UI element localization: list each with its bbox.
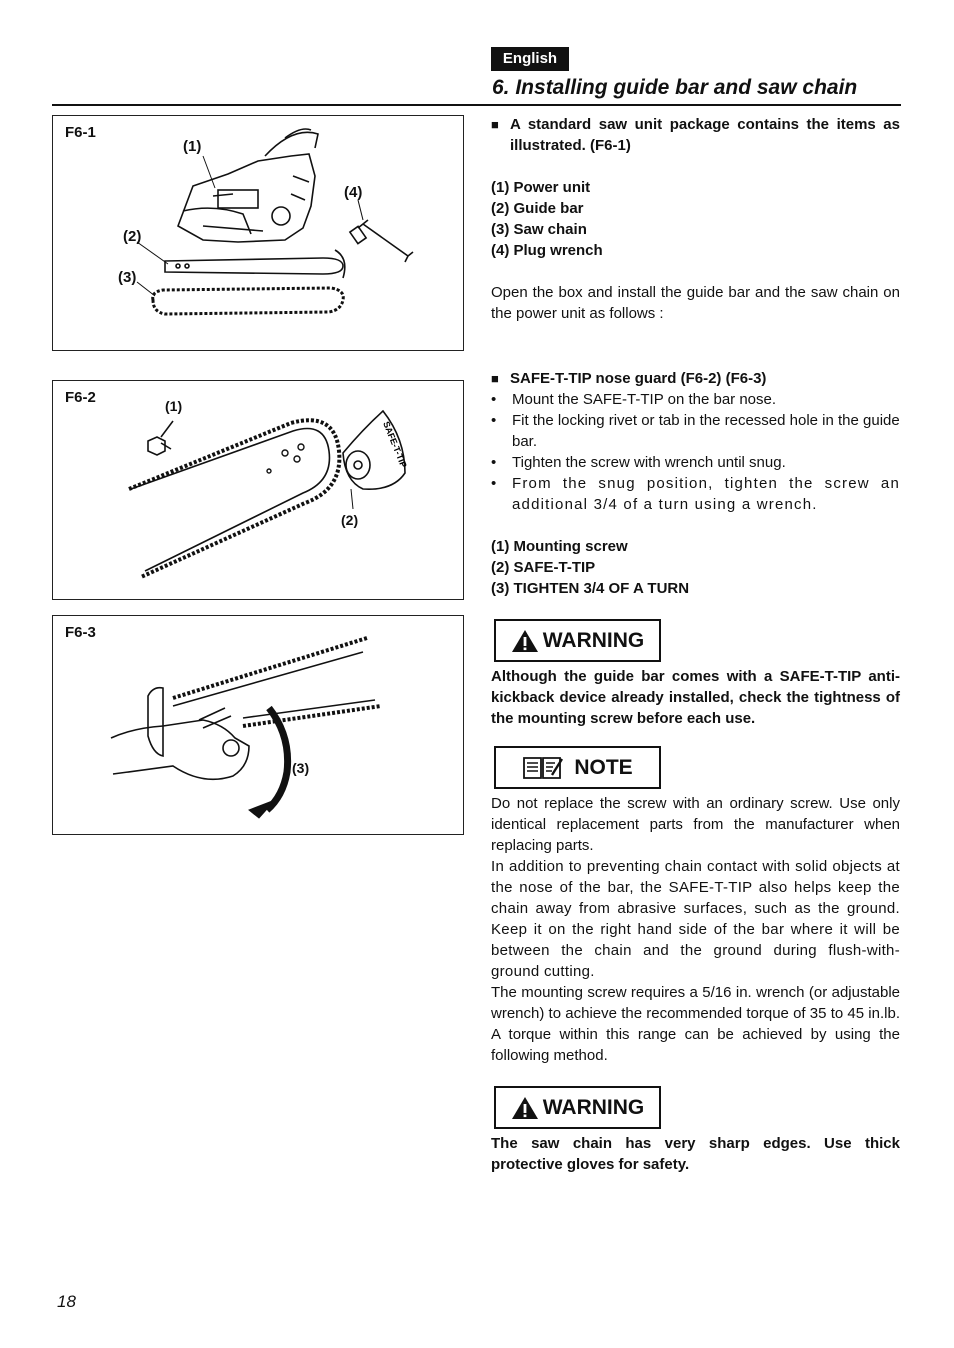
section-title: 6. Installing guide bar and saw chain xyxy=(492,76,858,99)
step-item: • Fit the locking rivet or tab in the recessed hole in the guide bar. xyxy=(491,412,900,450)
square-bullet-icon: ■ xyxy=(491,371,499,386)
mounting-screw-drawing xyxy=(148,421,173,455)
warning-triangle-icon xyxy=(511,1096,539,1120)
package-instructions: Open the box and install the guide bar and the saw chain on the power unit as follows : xyxy=(491,284,900,322)
hand-with-wrench-drawing xyxy=(111,688,249,780)
warning-header xyxy=(494,1086,661,1129)
package-item: (3) Saw chain xyxy=(491,221,587,238)
note-book-icon xyxy=(522,755,564,781)
warning-label: WARNING xyxy=(542,1095,645,1119)
bar-chain-drawing xyxy=(173,638,381,726)
step-item: • Mount the SAFE-T-TIP on the bar nose. xyxy=(491,391,777,408)
legend-item: (3) TIGHTEN 3/4 OF A TURN xyxy=(491,580,690,597)
figure-f6-1 xyxy=(52,115,464,351)
callout-1: (1) xyxy=(165,398,183,414)
warning-header xyxy=(494,619,661,662)
plug-wrench-drawing xyxy=(350,220,413,262)
step-item: • From the snug position, tighten the screw an additional 3/4 of a turn using a wrench. xyxy=(491,475,900,513)
language-badge: English xyxy=(491,47,569,71)
package-intro: A standard saw unit package contains the items as illustrated. (F6-1) xyxy=(510,116,900,154)
callout-3: (3) xyxy=(118,269,137,286)
step-item: • Tighten the screw with wrench until snug. xyxy=(491,454,786,471)
square-bullet-icon: ■ xyxy=(491,117,499,132)
figure-label: F6-3 xyxy=(65,624,96,641)
figure-label: F6-1 xyxy=(65,124,96,141)
legend-item: (2) SAFE-T-TIP xyxy=(491,559,596,576)
package-item: (2) Guide bar xyxy=(491,200,584,217)
saw-chain-drawing xyxy=(153,288,344,314)
note-paragraph: The mounting screw requires a 5/16 in. wrench (or adjustable wrench) to achieve the recommended torque of 35 to 45 in.lb. A torque within this range can be achieved by using the following method. xyxy=(491,984,900,1064)
callout-1: (1) xyxy=(183,138,202,155)
figure-f6-3 xyxy=(52,615,464,835)
callout-4: (4) xyxy=(344,184,363,201)
guide-bar-drawing xyxy=(165,250,345,278)
callout-2: (2) xyxy=(123,228,142,245)
callout-3: (3) xyxy=(292,760,310,776)
figure-f6-2-illustration xyxy=(53,381,465,601)
nose-guard-heading: SAFE-T-TIP nose guard (F6-2) (F6-3) xyxy=(510,370,767,387)
note-header xyxy=(494,746,661,789)
package-item: (4) Plug wrench xyxy=(491,242,603,259)
note-body xyxy=(491,793,900,1066)
figure-label: F6-2 xyxy=(65,389,96,406)
note-paragraph: In addition to preventing chain contact with solid objects at the nose of the bar, the SAFE-T-TIP also helps keep the chain away from abrasive surfaces, such as the ground. Keep it on the right hand side of the bar where it will be between the chain and the ground during flush-with-ground cutting. xyxy=(491,858,900,980)
nose-guard-section xyxy=(491,368,900,599)
callout-2: (2) xyxy=(341,512,359,528)
legend-item: (1) Mounting screw xyxy=(491,538,628,555)
package-item: (1) Power unit xyxy=(491,179,591,196)
warning-label: WARNING xyxy=(542,628,645,652)
title-divider xyxy=(52,104,901,106)
warning-text: Although the guide bar comes with a SAFE-T-TIP anti-kickback device already installed, check the tightness of the mounting screw before each use. xyxy=(491,668,900,727)
package-section xyxy=(491,114,900,324)
figure-f6-1-illustration xyxy=(53,116,465,352)
figure-f6-2 xyxy=(52,380,464,600)
page-number: 18 xyxy=(57,1292,76,1311)
note-label: NOTE xyxy=(574,755,633,779)
figure-f6-3-illustration xyxy=(53,616,465,836)
safe-t-tip-imprint: SAFE-T-TIP xyxy=(381,420,409,470)
note-paragraph: Do not replace the screw with an ordinary screw. Use only identical replacement parts from the manufacturer when replacing parts. xyxy=(491,795,900,854)
bar-chain-drawing xyxy=(129,420,339,577)
warning-text: The saw chain has very sharp edges. Use thick protective gloves for safety. xyxy=(491,1135,900,1173)
warning-triangle-icon xyxy=(511,629,539,653)
